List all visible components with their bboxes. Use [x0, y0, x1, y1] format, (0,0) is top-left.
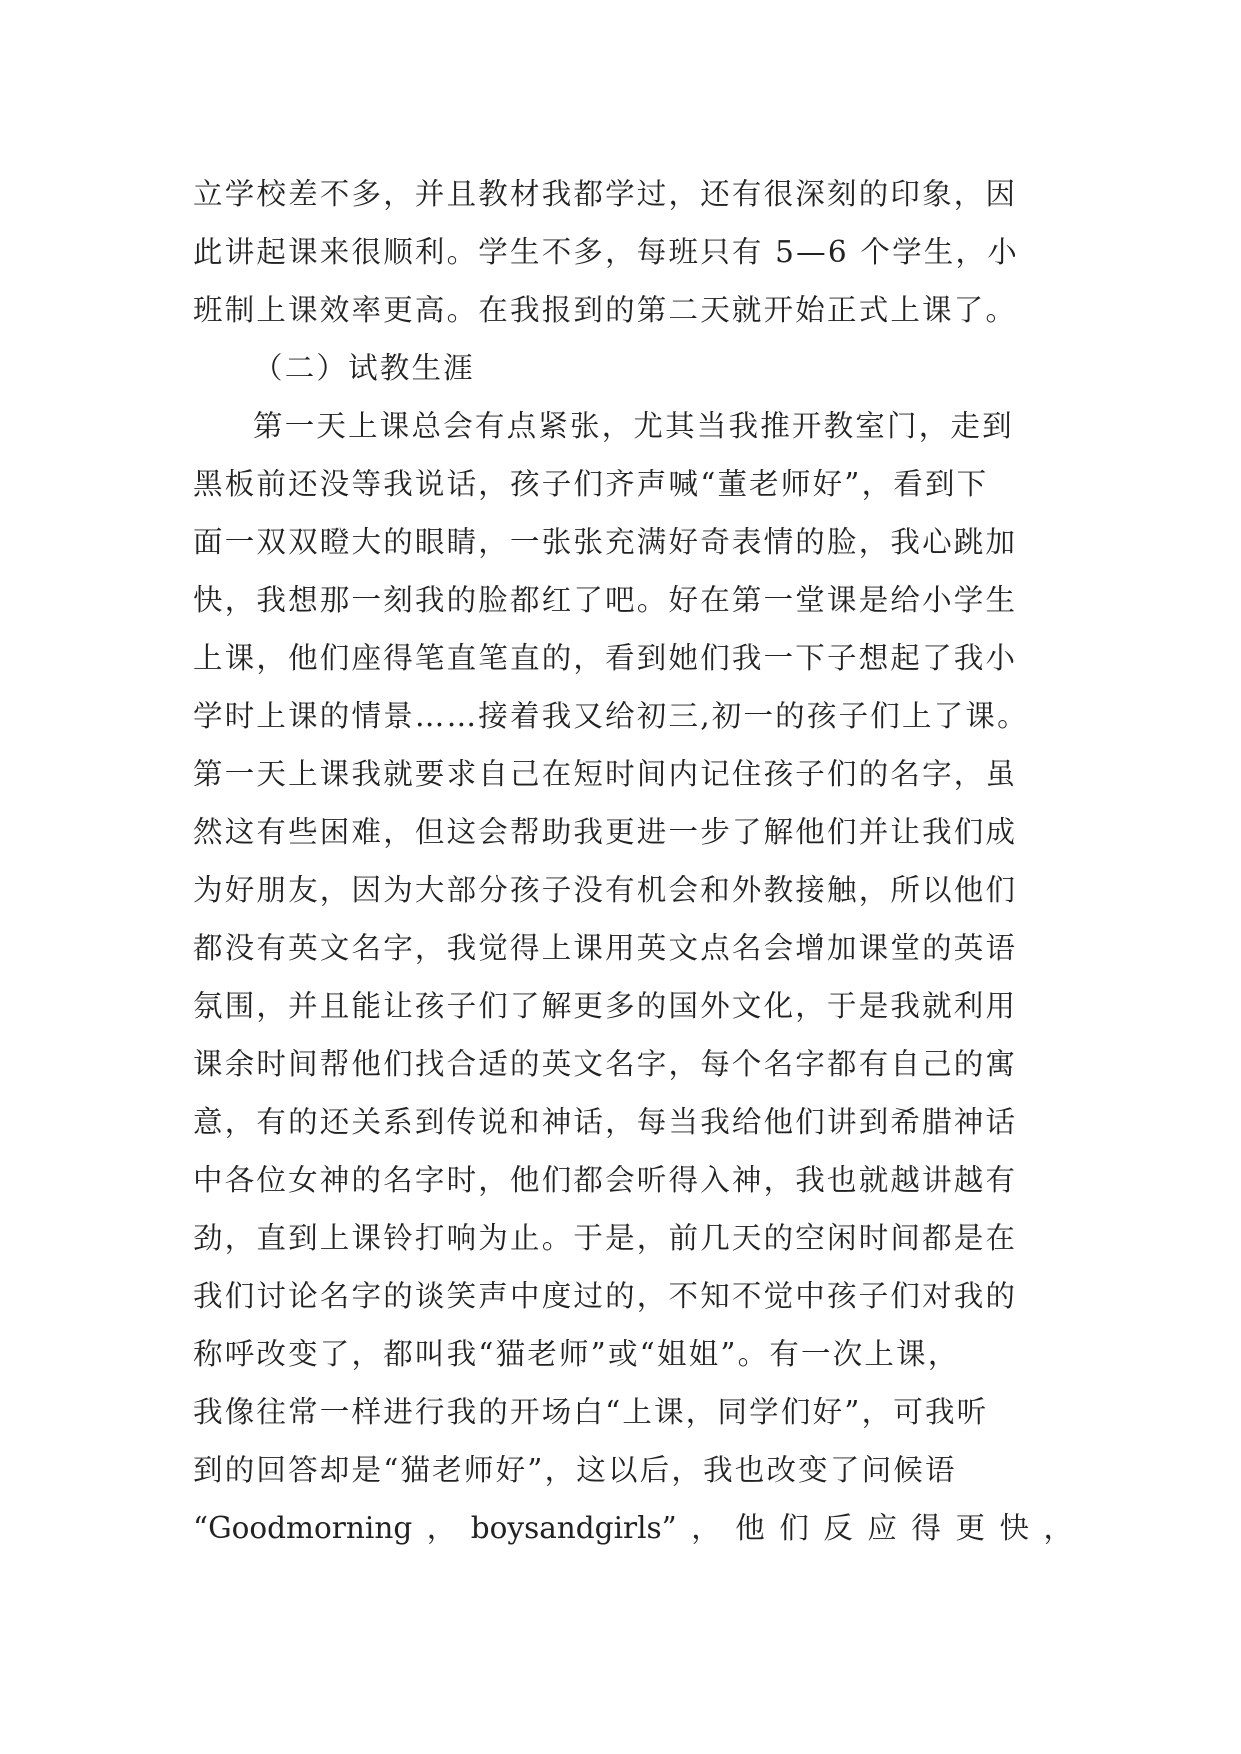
- text-line: 然这有些困难，但这会帮助我更进一步了解他们并让我们成: [193, 815, 1018, 849]
- section-heading: （二）试教生涯: [253, 351, 475, 385]
- text-line: 第一天上课我就要求自己在短时间内记住孩子们的名字，虽: [193, 757, 1018, 791]
- text-line: 上课，他们座得笔直笔直的，看到她们我一下子想起了我小: [193, 641, 1018, 675]
- text-line: 此讲起课来很顺利。学生不多，每班只有 5—6 个学生，小: [193, 235, 1019, 269]
- text-line: 黑板前还没等我说话，孩子们齐声喊“董老师好”，看到下: [193, 467, 989, 501]
- text-line: 快，我想那一刻我的脸都红了吧。好在第一堂课是给小学生: [193, 583, 1018, 617]
- text-line: 为好朋友，因为大部分孩子没有机会和外教接触，所以他们: [193, 873, 1018, 907]
- text-line: 班制上课效率更高。在我报到的第二天就开始正式上课了。: [193, 293, 1018, 327]
- text-line: 中各位女神的名字时，他们都会听得入神，我也就越讲越有: [193, 1163, 1018, 1197]
- text-line: 第一天上课总会有点紧张，尤其当我推开教室门，走到: [253, 409, 1014, 443]
- text-line: 劲，直到上课铃打响为止。于是，前几天的空闲时间都是在: [193, 1221, 1018, 1255]
- text-line: 意，有的还关系到传说和神话，每当我给他们讲到希腊神话: [193, 1105, 1018, 1139]
- text-line: 都没有英文名字，我觉得上课用英文点名会增加课堂的英语: [193, 931, 1018, 965]
- text-line: 立学校差不多，并且教材我都学过，还有很深刻的印象，因: [193, 177, 1018, 211]
- body-text: [193, 165, 1073, 1557]
- text-line: 氛围，并且能让孩子们了解更多的国外文化，于是我就利用: [193, 989, 1018, 1023]
- text-line: 学时上课的情景……接着我又给初三,初一的孩子们上了课。: [193, 699, 1029, 733]
- text-line: “Goodmorning，boysandgirls”，他们反应得更快，: [193, 1511, 1073, 1545]
- text-line: 到的回答却是“猫老师好”，这以后，我也改变了问候语: [193, 1453, 957, 1487]
- text-line: 我们讨论名字的谈笑声中度过的，不知不觉中孩子们对我的: [193, 1279, 1018, 1313]
- text-line: 课余时间帮他们找合适的英文名字，每个名字都有自己的寓: [193, 1047, 1018, 1081]
- text-line: 我像往常一样进行我的开场白“上课，同学们好”，可我听: [193, 1395, 989, 1429]
- text-line: 面一双双瞪大的眼睛，一张张充满好奇表情的脸，我心跳加: [193, 525, 1018, 559]
- text-line: 称呼改变了，都叫我“猫老师”或“姐姐”。有一次上课，: [193, 1337, 960, 1371]
